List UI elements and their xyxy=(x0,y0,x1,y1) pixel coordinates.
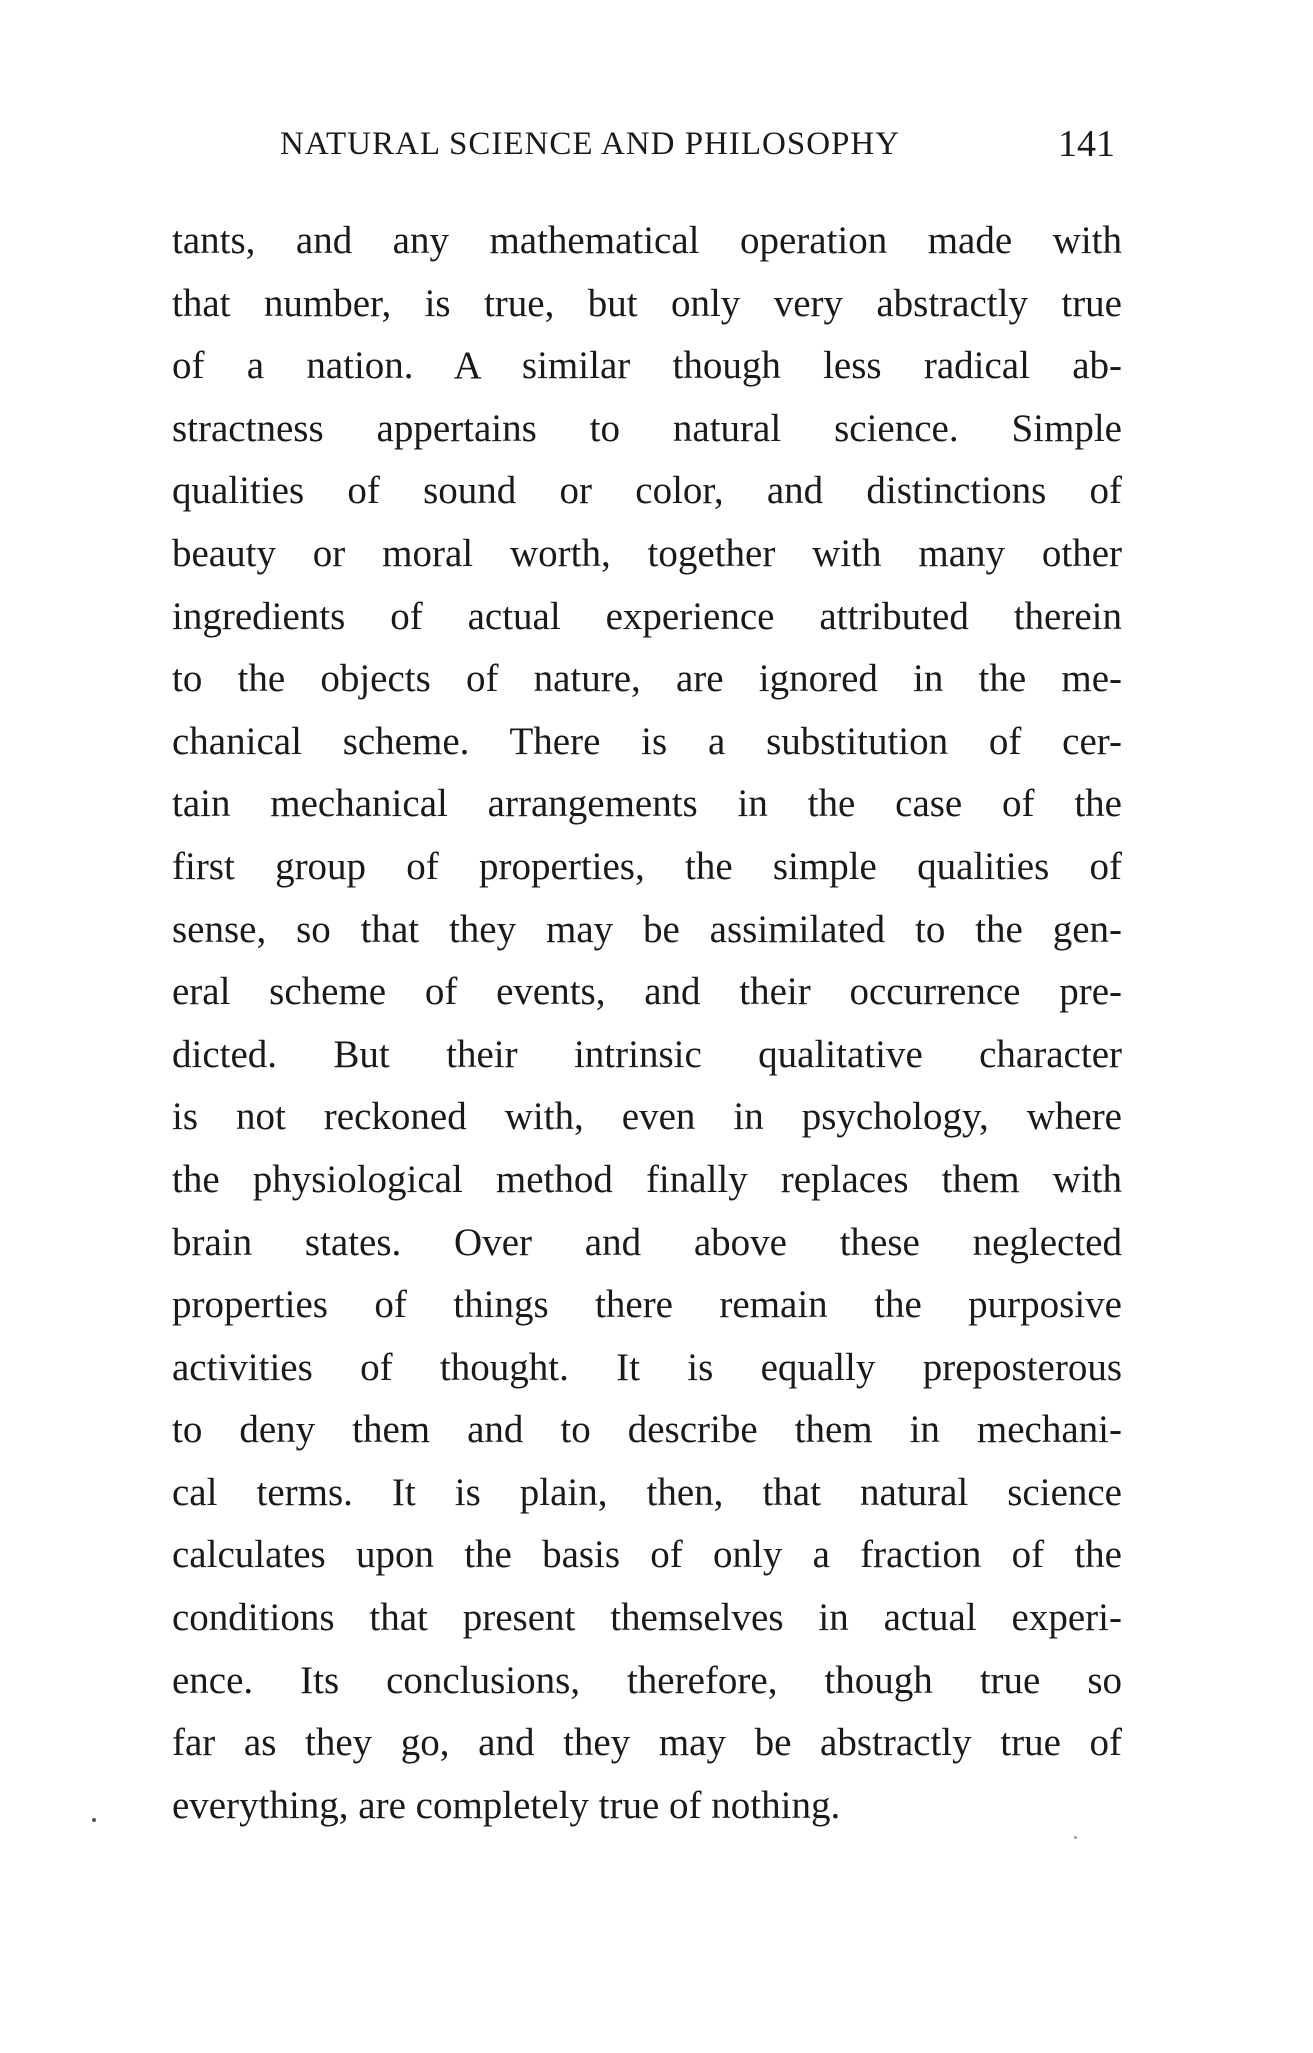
text-line: of a nation. A similar though less radical ab- xyxy=(172,344,1122,388)
text-line: dicted. But their intrinsic qualitative character xyxy=(172,1032,1122,1076)
text-line: sense, so that they may be assimilated to the gen- xyxy=(172,907,1122,951)
text-line: to the objects of nature, are ignored in the me- xyxy=(172,657,1122,701)
paper-speck xyxy=(92,1818,96,1822)
page-number: 141 xyxy=(1058,123,1115,165)
text-line: brain states. Over and above these neglected xyxy=(172,1220,1122,1264)
text-line: activities of thought. It is equally preposterous xyxy=(172,1345,1122,1389)
text-line: the physiological method finally replaces them with xyxy=(172,1157,1122,1201)
text-line: far as they go, and they may be abstractly true of xyxy=(172,1721,1122,1765)
text-line: properties of things there remain the purposive xyxy=(172,1283,1122,1327)
text-line: beauty or moral worth, together with many other xyxy=(172,531,1122,575)
text-line: to deny them and to describe them in mechani- xyxy=(172,1408,1122,1452)
text-line: cal terms. It is plain, then, that natural science xyxy=(172,1470,1122,1514)
text-line-last: everything, are completely true of nothing. xyxy=(172,1783,841,1827)
running-head xyxy=(170,120,1115,180)
text-line: calculates upon the basis of only a fraction of the xyxy=(172,1533,1122,1577)
text-line: that number, is true, but only very abstractly true xyxy=(172,281,1122,325)
paper-speck xyxy=(1074,1836,1077,1839)
text-line: ingredients of actual experience attributed therein xyxy=(172,594,1122,638)
text-line: qualities of sound or color, and distinctions of xyxy=(172,469,1122,513)
text-line: is not reckoned with, even in psychology, where xyxy=(172,1095,1122,1139)
running-title: NATURAL SCIENCE AND PHILOSOPHY xyxy=(280,126,901,162)
text-line: chanical scheme. There is a substitution of cer- xyxy=(172,719,1122,763)
text-line: conditions that present themselves in actual experi- xyxy=(172,1596,1122,1640)
text-line: eral scheme of events, and their occurrence pre- xyxy=(172,970,1122,1014)
body-text xyxy=(172,210,1122,1837)
text-line: stractness appertains to natural science. Simple xyxy=(172,406,1122,450)
text-line: tants, and any mathematical operation made with xyxy=(172,219,1122,262)
text-line: ence. Its conclusions, therefore, though true so xyxy=(172,1658,1122,1702)
text-line: tain mechanical arrangements in the case of the xyxy=(172,782,1122,826)
text-line: first group of properties, the simple qualities of xyxy=(172,844,1122,888)
